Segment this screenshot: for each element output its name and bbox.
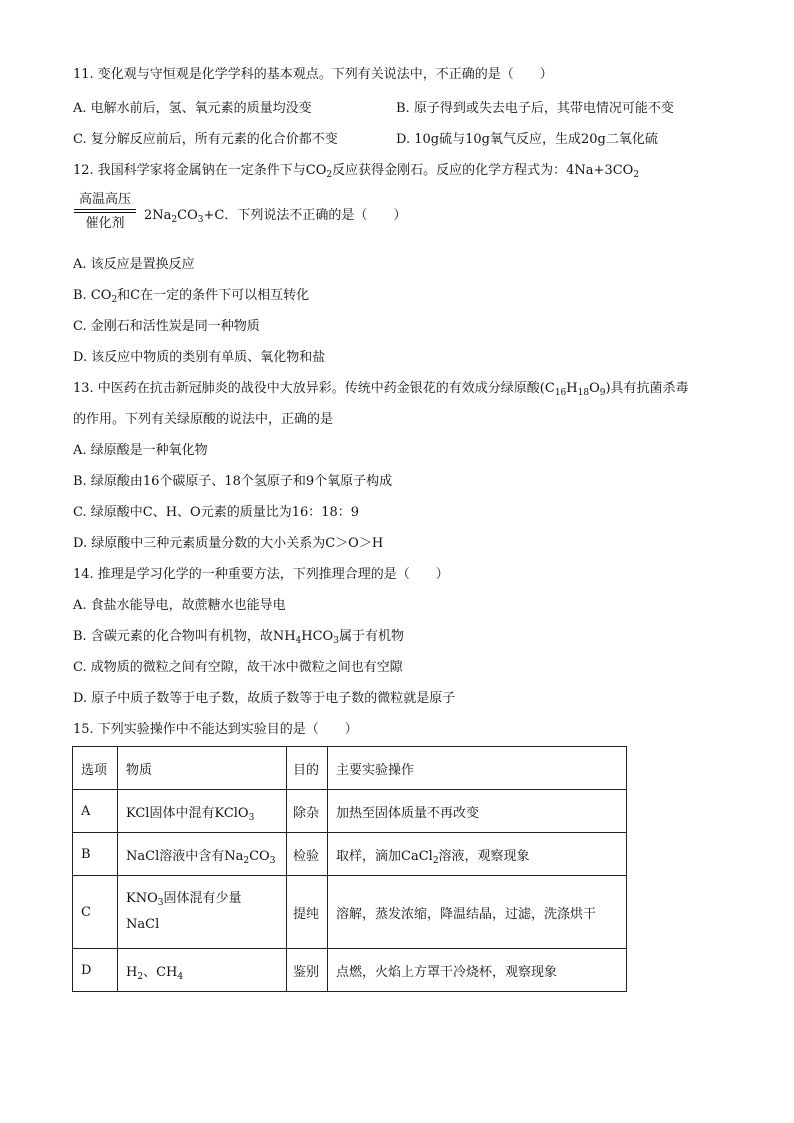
cell-text: NaCl溶液中含有Na — [126, 848, 244, 864]
opt-text: 和C在一定的条件下可以相互转化 — [117, 288, 310, 303]
q14-stem: 14. 推理是学习化学的一种重要方法，下列推理合理的是（ ） — [73, 567, 449, 582]
cell-goal: 除杂 — [287, 790, 328, 833]
q11-stem: 11. 变化观与守恒观是化学学科的基本观点。下列有关说法中，不正确的是（ ） — [73, 67, 553, 82]
opt-sub: 3 — [333, 636, 339, 646]
eq-sub: 2 — [171, 215, 178, 225]
opt-text: B. 含碳元素的化合物叫有机物，故NH — [73, 629, 296, 644]
q12-option-b — [73, 287, 309, 305]
q14-option-c: C. 成物质的微粒之间有空隙，故干冰中微粒之间也有空隙 — [73, 660, 403, 675]
q13-option-d: D. 绿原酸中三种元素质量分数的大小关系为C＞O＞H — [73, 536, 384, 551]
opt-text: HCO — [301, 629, 334, 644]
q11-option-d: D. 10g硫与10g氧气反应，生成20g二氧化硫 — [396, 132, 658, 147]
eq-sub: 3 — [197, 215, 204, 225]
cell-sub: 2 — [137, 971, 144, 982]
q12-stem — [73, 162, 639, 180]
cell-sub: 2 — [432, 855, 439, 866]
equation-bar — [74, 212, 136, 213]
header-goal: 目的 — [287, 747, 328, 790]
cell-text: 、CH — [143, 964, 178, 980]
cell-substance — [118, 790, 287, 833]
table-row — [73, 949, 627, 992]
cell-sub: 2 — [243, 855, 250, 866]
header-option: 选项 — [73, 747, 118, 790]
cell-substance — [118, 876, 287, 949]
cell-sub: 4 — [177, 971, 184, 982]
cell-text: KNO — [126, 891, 158, 906]
cell-goal: 鉴别 — [287, 949, 328, 992]
stem-sub: 18 — [577, 388, 590, 398]
stem-sub: 16 — [554, 388, 567, 398]
cell-goal: 提纯 — [287, 876, 328, 949]
q12-option-d: D. 该反应中物质的类别有单质、氧化物和盐 — [73, 350, 326, 365]
q14-option-d: D. 原子中质子数等于电子数，故质子数等于电子数的微粒就是原子 — [73, 691, 456, 706]
cell-text: KCl固体中混有KClO — [126, 805, 249, 821]
opt-sub: 4 — [295, 636, 302, 646]
table-row — [73, 876, 627, 949]
cell-substance — [118, 833, 287, 876]
cell-text: 溶液，观察现象 — [438, 848, 530, 864]
experiment-table — [72, 746, 627, 992]
header-substance: 物质 — [118, 747, 287, 790]
q13-option-b: B. 绿原酸由16个碳原子、18个氢原子和9个氧原子构成 — [73, 474, 393, 489]
q12-stem-text: 12. 我国科学家将金属钠在一定条件下与CO — [73, 163, 327, 178]
stem-sub: 9 — [599, 388, 606, 398]
cell-option: B — [73, 833, 118, 876]
table-header-row — [73, 747, 627, 790]
cell-text: 取样，滴加CaCl — [336, 848, 433, 864]
opt-sub: 2 — [111, 295, 118, 305]
cell-goal: 检验 — [287, 833, 328, 876]
cell-operation: 加热至固体质量不再改变 — [328, 790, 627, 833]
eq-text: +C．下列说法不正确的是（ ） — [203, 208, 407, 223]
cell-operation: 溶解，蒸发浓缩，降温结晶，过滤，洗涤烘干 — [328, 876, 627, 949]
header-operation: 主要实验操作 — [328, 747, 627, 790]
q12-option-a: A. 该反应是置换反应 — [73, 257, 195, 272]
cell-text: CO — [249, 848, 270, 864]
cell-text: 固体混有少量 — [163, 891, 242, 906]
q12-option-c: C. 金刚石和活性炭是同一种物质 — [73, 319, 260, 334]
opt-text: 属于有机物 — [338, 629, 404, 644]
q13-stem-line1 — [73, 380, 689, 398]
q11-option-b: B. 原子得到或失去电子后，其带电情况可能不变 — [396, 101, 674, 116]
stem-text: 13. 中医药在抗击新冠肺炎的战役中大放异彩。传统中药金银花的有效成分绿原酸(C — [73, 381, 555, 396]
q14-option-b — [73, 628, 404, 646]
cell-sub: 3 — [248, 812, 255, 823]
q12-equation-rhs — [144, 207, 406, 225]
cell-option: D — [73, 949, 118, 992]
reaction-condition — [74, 192, 136, 233]
stem-text: O — [589, 381, 600, 396]
q12-sub: 2 — [633, 170, 640, 180]
q12-stem-text: 反应获得金刚石。反应的化学方程式为：4Na+3CO — [332, 163, 634, 178]
q14-option-a: A. 食盐水能导电，故蔗糖水也能导电 — [73, 598, 286, 613]
q15-stem: 15. 下列实验操作中不能达到实验目的是（ ） — [73, 722, 358, 737]
q13-option-c: C. 绿原酸中C、H、O元素的质量比为16：18：9 — [73, 505, 360, 520]
eq-text: CO — [177, 208, 198, 223]
condition-top: 高温高压 — [78, 192, 131, 207]
opt-text: B. CO — [73, 288, 112, 303]
cell-text: NaCl — [126, 917, 160, 932]
q13-stem-line2: 的作用。下列有关绿原酸的说法中，正确的是 — [73, 412, 334, 427]
table-row — [73, 790, 627, 833]
stem-text: H — [566, 381, 578, 396]
cell-substance — [118, 949, 287, 992]
condition-bottom: 催化剂 — [85, 216, 125, 231]
cell-option: C — [73, 876, 118, 949]
stem-text: )具有抗菌杀毒 — [605, 381, 689, 396]
eq-text: 2Na — [144, 208, 172, 223]
cell-operation — [328, 833, 627, 876]
cell-operation: 点燃，火焰上方罩干冷烧杯，观察现象 — [328, 949, 627, 992]
q11-option-a: A. 电解水前后，氢、氧元素的质量均没变 — [73, 101, 312, 116]
cell-option: A — [73, 790, 118, 833]
cell-text: H — [126, 964, 138, 980]
cell-sub: 3 — [269, 855, 276, 866]
q13-option-a: A. 绿原酸是一种氧化物 — [73, 443, 208, 458]
q11-option-c: C. 复分解反应前后，所有元素的化合价都不变 — [73, 132, 338, 147]
cell-sub: 3 — [157, 898, 164, 908]
table-row — [73, 833, 627, 876]
equation-bar — [74, 209, 136, 210]
q12-sub: 2 — [326, 170, 333, 180]
